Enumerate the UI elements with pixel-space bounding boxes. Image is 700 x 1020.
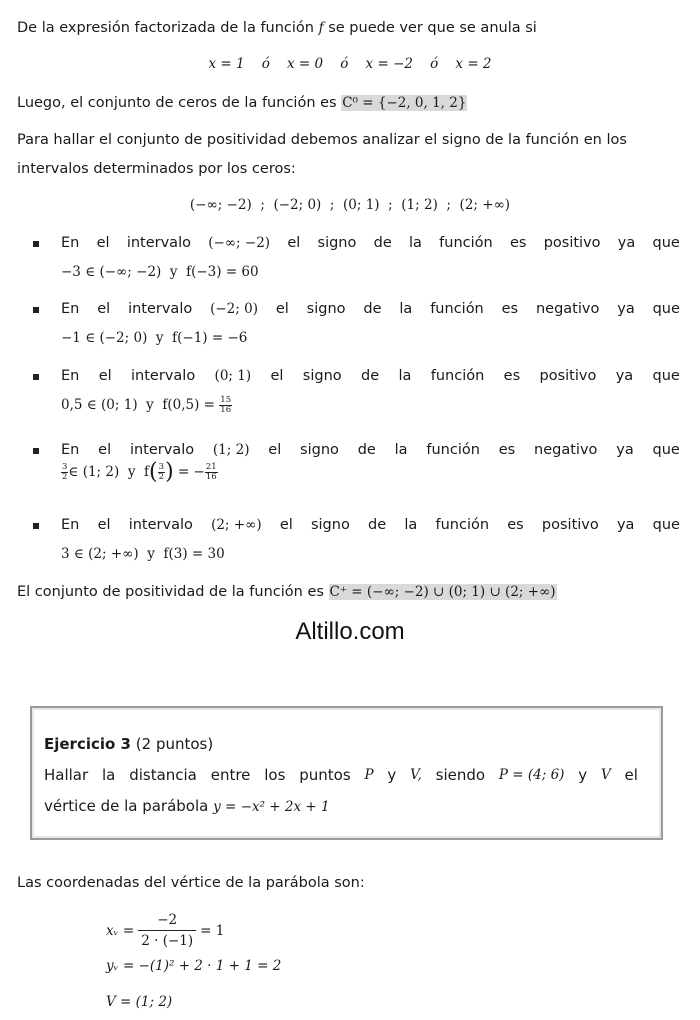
zeros-equation: x = 1 ó x = 0 ó x = −2 ó x = 2 — [208, 56, 492, 72]
bullet-line1 — [61, 299, 680, 319]
bullet-word: el — [279, 517, 293, 533]
bullet-word: positivo — [543, 235, 601, 251]
exercise-title: Ejercicio 3 — [44, 735, 131, 753]
bullet-line2: −1 ∈ (−2; 0) y f(−1) = −6 — [61, 330, 248, 346]
bullet-word: ya — [617, 301, 635, 317]
bullet-marker — [33, 241, 39, 247]
bullet-word: negativo — [535, 301, 600, 317]
bullet-word: intervalo — [128, 517, 193, 533]
fraction-denominator: 2 — [62, 472, 68, 482]
bullet-word: ya — [615, 368, 634, 384]
bullet-line2: 3 ∈ (2; +∞) y f(3) = 30 — [61, 546, 225, 562]
bullet-word: ya — [616, 442, 634, 458]
exercise-word: P — [364, 767, 374, 783]
bullet-line1 — [61, 233, 680, 253]
bullet-word: es — [509, 235, 527, 251]
bullet-marker — [33, 448, 39, 454]
exercise-title-line — [44, 733, 638, 755]
fraction-numerator: 15 — [220, 395, 232, 405]
bullet-word: positivo — [541, 517, 599, 533]
vertex-point: V = (1; 2) — [106, 994, 173, 1010]
left-paren: ( — [149, 459, 158, 485]
exercise-word: y — [578, 766, 588, 784]
bullet-word: intervalo — [128, 301, 193, 317]
bullet-word: En — [61, 442, 80, 458]
bullet-word: signo — [317, 235, 357, 251]
bullet-word: es — [501, 301, 519, 317]
bullet-word: que — [652, 301, 680, 317]
intro-tail: se puede ver que se anula si — [328, 20, 537, 36]
fraction — [158, 463, 165, 482]
bullet-line2: −3 ∈ (−∞; −2) y f(−3) = 60 — [61, 264, 259, 280]
exercise-word: la — [102, 766, 116, 784]
bullet-word: signo — [302, 368, 342, 384]
bullet-line2 — [61, 395, 680, 415]
zeros-set: C⁰ = {−2, 0, 1, 2} — [342, 95, 467, 111]
bullet-word: la — [404, 517, 418, 533]
zeros-set-text: Luego, el conjunto de ceros de la función es — [17, 95, 337, 111]
bullet-word: ya — [617, 235, 636, 251]
vertex-intro: Las coordenadas del vértice de la parábola son: — [17, 875, 365, 891]
bullet-word: En — [61, 301, 80, 317]
bullet-word: que — [652, 517, 680, 533]
bullet-word: el — [287, 235, 301, 251]
bullet-word: la — [394, 442, 408, 458]
bullet-word: negativo — [534, 442, 598, 458]
bullet-word: que — [652, 442, 680, 458]
bullet-word: (1; 2) — [212, 442, 250, 458]
bullet-word: (2; +∞) — [211, 517, 262, 533]
bullet-word: signo — [310, 517, 350, 533]
intervals-list: (−∞; −2) ; (−2; 0) ; (0; 1) ; (1; 2) ; (2; +∞) — [189, 197, 511, 213]
bullet-line2-text: ∈ (1; 2) y f — [68, 464, 150, 480]
bullet-marker — [33, 374, 39, 380]
bullet-word: signo — [306, 301, 346, 317]
bullet-word: es — [503, 368, 521, 384]
fraction-numerator: 3 — [158, 462, 165, 472]
bullet-word: el — [98, 368, 112, 384]
bullet-word: el — [268, 442, 282, 458]
positivity-intro: Para hallar el conjunto de positividad debemos analizar el signo de la función en los intervalos determinados por los ceros: — [17, 132, 627, 177]
exercise-word: Hallar — [44, 766, 89, 784]
xv-equation — [106, 910, 224, 951]
fraction-denominator: 16 — [220, 405, 232, 415]
bullet-word: ya — [616, 517, 635, 533]
exercise-points: (2 puntos) — [135, 735, 214, 753]
exercise-word: V — [600, 767, 611, 783]
bullet-word: (0; 1) — [214, 368, 252, 384]
xv-label: xᵥ = — [106, 922, 135, 939]
bullet-word: En — [61, 368, 80, 384]
exercise-word: entre — [210, 766, 251, 784]
positivity-set-text: El conjunto de positividad de la función es — [17, 584, 324, 600]
yv-equation: yᵥ = −(1)² + 2 · 1 + 1 = 2 — [106, 958, 282, 974]
fraction — [205, 463, 218, 482]
bullet-word: que — [652, 235, 680, 251]
bullet-word: función — [430, 368, 485, 384]
bullet-word: que — [652, 368, 680, 384]
bullet-word: intervalo — [126, 235, 191, 251]
fraction-denominator: 2 — [158, 472, 165, 482]
parabola-equation: y = −x² + 2x + 1 — [213, 799, 330, 815]
bullet-word: el — [97, 301, 111, 317]
bullet-line1 — [61, 515, 680, 535]
intro-paragraph — [17, 14, 680, 43]
exercise-line2-text: vértice de la parábola — [44, 797, 209, 815]
bullet-line2 — [61, 459, 680, 485]
xv-fraction — [138, 910, 196, 951]
bullet-word: signo — [300, 442, 339, 458]
positivity-set-line — [17, 578, 680, 607]
exercise-word: P = (4; 6) — [498, 767, 565, 783]
exercise-word: y — [387, 766, 397, 784]
f-symbol: f — [318, 20, 324, 36]
bullet-word: intervalo — [129, 442, 195, 458]
bullet-word: función — [435, 517, 490, 533]
bullet-word: de — [368, 517, 387, 533]
watermark: Altillo.com — [295, 618, 405, 645]
fraction-numerator: 3 — [62, 462, 68, 472]
fraction-denominator: 16 — [205, 472, 217, 482]
exercise-word: V, — [410, 767, 422, 783]
xv-denominator: 2 · (−1) — [141, 933, 194, 949]
bullet-word: de — [363, 301, 382, 317]
bullet-word: función — [426, 442, 480, 458]
bullet-word: (−2; 0) — [210, 301, 258, 317]
bullet-word: función — [430, 301, 484, 317]
positivity-set: C⁺ = (−∞; −2) ∪ (0; 1) ∪ (2; +∞) — [329, 584, 556, 600]
exercise-word: los — [264, 766, 286, 784]
bullet-word: el — [98, 442, 112, 458]
bullet-word: el — [96, 235, 110, 251]
bullet-word: la — [409, 235, 422, 251]
bullet-word: positivo — [539, 368, 597, 384]
bullet-word: la — [398, 368, 412, 384]
exercise-word: siendo — [435, 766, 486, 784]
intro-text: De la expresión factorizada de la función — [17, 20, 314, 36]
bullet-word: es — [507, 517, 524, 533]
bullet-word: el — [270, 368, 284, 384]
bullet-line2-text: = − — [177, 464, 205, 480]
bullet-word: es — [498, 442, 516, 458]
bullet-word: el — [97, 517, 111, 533]
bullet-word: En — [61, 235, 80, 251]
bullet-line2-text: 0,5 ∈ (0; 1) y f(0,5) = — [61, 397, 215, 413]
fraction-numerator: 21 — [205, 462, 217, 472]
zeros-set-line — [17, 89, 680, 118]
exercise-statement-line1 — [44, 764, 638, 786]
exercise-word: el — [624, 766, 638, 784]
bullet-word: el — [275, 301, 289, 317]
bullet-line1 — [61, 366, 680, 386]
bullet-line1 — [61, 440, 680, 460]
bullet-word: de — [373, 235, 392, 251]
bullet-word: (−∞; −2) — [208, 235, 271, 251]
xv-result: = 1 — [200, 922, 225, 939]
fraction — [219, 396, 232, 415]
exercise-word: distancia — [129, 766, 197, 784]
bullet-word: función — [439, 235, 493, 251]
bullet-word: de — [361, 368, 380, 384]
bullet-word: En — [61, 517, 80, 533]
right-paren: ) — [165, 459, 174, 485]
exercise-statement-line2 — [44, 795, 638, 818]
bullet-word: de — [357, 442, 376, 458]
xv-numerator: −2 — [138, 910, 196, 931]
bullet-word: la — [399, 301, 413, 317]
bullet-word: intervalo — [131, 368, 196, 384]
exercise-word: puntos — [299, 766, 351, 784]
bullet-marker — [33, 523, 39, 529]
bullet-marker — [33, 307, 39, 313]
